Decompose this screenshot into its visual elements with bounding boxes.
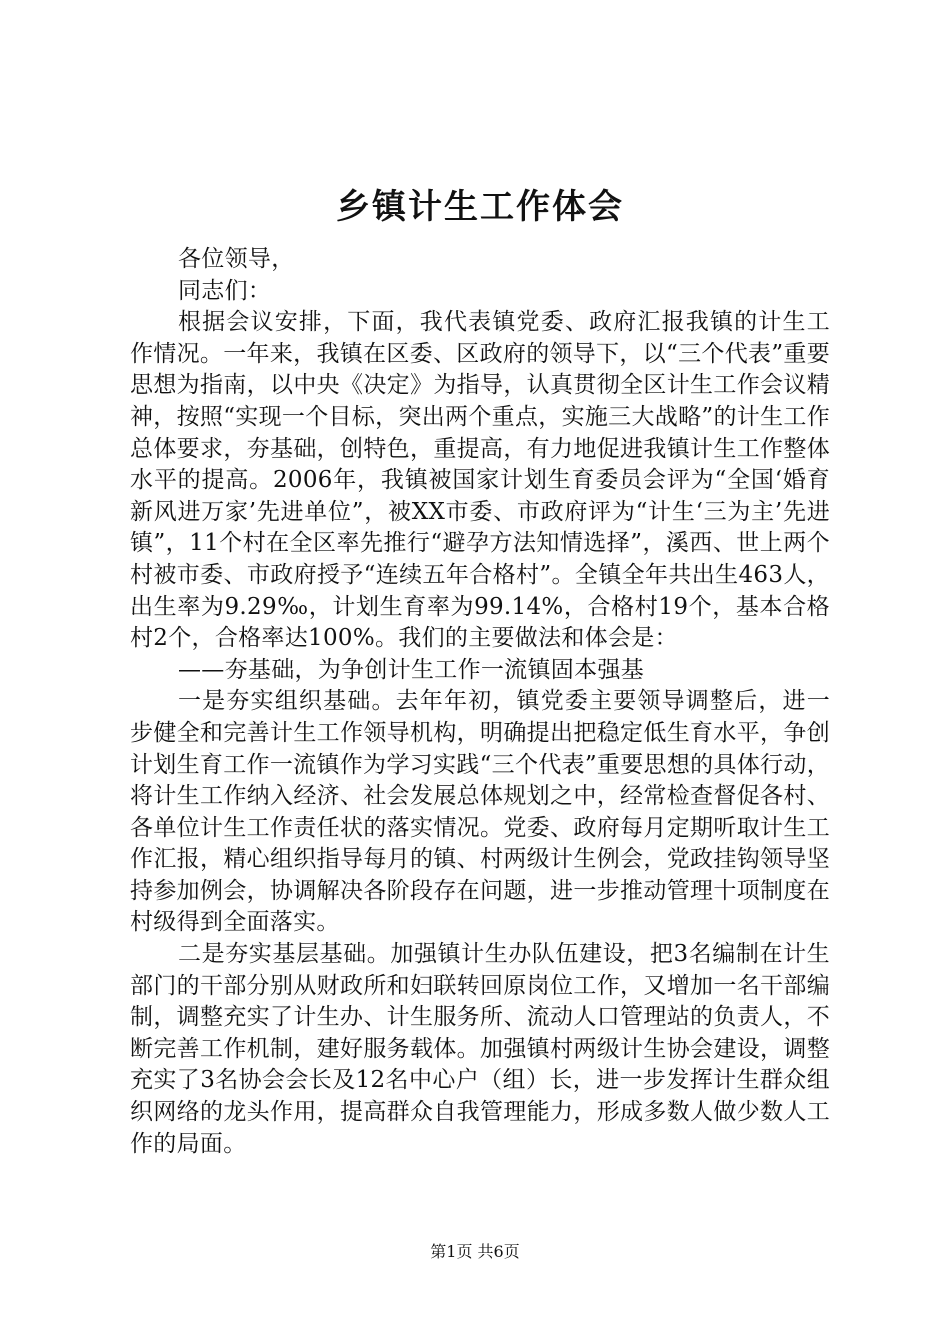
paragraph-organization: 一是夯实组织基础。去年年初，镇党委主要领导调整后，进一步健全和完善计生工作领导机构，明确提出把稳定低生育水平，争创计划生育工作一流镇作为学习实践“三个代表”重要思想的具体行动，将计生工作纳入经济、社会发展总体规划之中，经常检查督促各村、各单位计生工作责任状的落实情况。党委、政府每月定期听取计生工作汇报，精心组织指导每月的镇、村两级计生例会，党政挂钩领导坚持参加例会，协调解决各阶段存在问题，进一步推动管理十项制度在村级得到全面落实。: [130, 688, 830, 936]
salutation-leaders: 各位领导，: [178, 246, 295, 272]
page-footer: 第1页 共6页: [430, 1242, 520, 1261]
paragraph-grassroots: 二是夯实基层基础。加强镇计生办队伍建设，把3名编制在计生部门的干部分别从财政所和妇联转回原岗位工作，又增加一名干部编制，调整充实了计生办、计生服务所、流动人口管理站的负责人，不断完善工作机制，建好服务载体。加强镇村两级计生协会建设，调整充实了3名协会会长及12名中心户（组）长，进一步发挥计生群众组织网络的龙头作用，提高群众自我管理能力，形成多数人做少数人工作的局面。: [130, 941, 830, 1157]
document-title: 乡镇计生工作体会: [336, 187, 624, 227]
document-body: [130, 178, 830, 1160]
salutation-comrades: 同志们：: [178, 277, 272, 304]
paragraph-intro: 根据会议安排，下面，我代表镇党委、政府汇报我镇的计生工作情况。一年来，我镇在区委、区政府的领导下，以“三个代表”重要思想为指南，以中央《决定》为指导，认真贯彻全区计生工作会议精神，按照“实现一个目标，突出两个重点，实施三大战略”的计生工作总体要求，夯基础，创特色，重提高，有力地促进我镇计生工作整体水平的提高。2006年，我镇被国家计划生育委员会评为“全国‘婚育新风进万家’先进单位”，被XX市委、市政府评为“计生‘三为主’先进镇”，11个村在全区率先推行“避孕方法知情选择”，溪西、世上两个村被市委、市政府授予“连续五年合格村”。全镇全年共出生463人，出生率为9.29‰，计划生育率为99.14%，合格村19个，基本合格村2个，合格率达100%。我们的主要做法和体会是：: [130, 309, 830, 652]
section-heading: ——夯基础，为争创计生工作一流镇固本强基: [178, 656, 644, 683]
